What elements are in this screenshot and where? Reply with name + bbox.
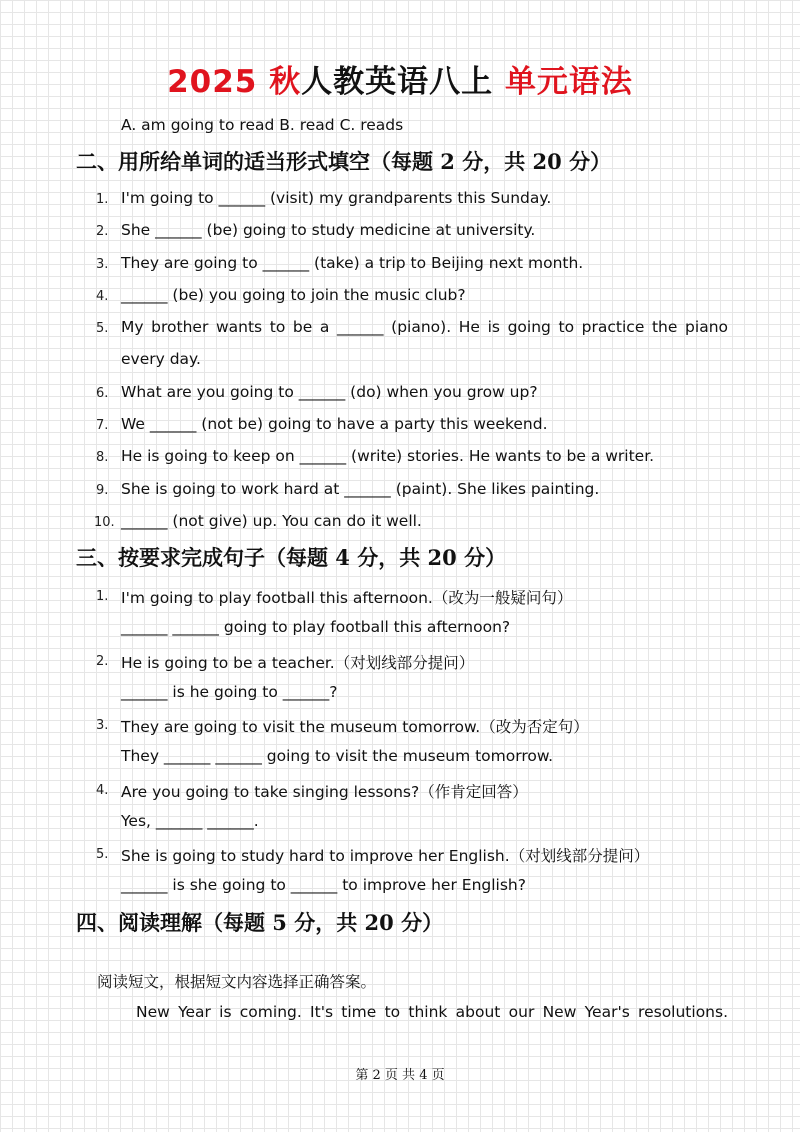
question-number: 5. [96, 321, 109, 336]
question-text: I'm going to ______ (visit) my grandparents this Sunday. [121, 189, 552, 207]
title-year: 2025 秋 [167, 64, 302, 100]
answer-line: They ______ ______ going to visit the museum tomorrow. [121, 747, 554, 765]
question-text [121, 780, 528, 802]
question-number: 5. [96, 847, 109, 862]
answer-line: Yes, ______ ______. [121, 812, 259, 830]
question-number: 1. [96, 192, 109, 207]
question-text-continued: every day. [121, 350, 201, 368]
title-topic: 单元语法 [504, 64, 633, 100]
question-text: She ______ (be) going to study medicine at university. [121, 221, 536, 239]
question-text: We ______ (not be) going to have a party this weekend. [121, 415, 548, 433]
question-text: ______ (not give) up. You can do it well. [121, 512, 422, 530]
question-sentence: Are you going to take singing lessons? [121, 783, 420, 801]
answer-line: ______ ______ going to play football this afternoon? [121, 618, 511, 636]
question-instruction: （对划线部分提问） [509, 847, 650, 865]
reading-instruction: 阅读短文，根据短文内容选择正确答案。 [97, 973, 377, 991]
question-sentence: He is going to be a teacher. [121, 654, 335, 672]
question-number: 8. [96, 450, 109, 465]
page-title [0, 56, 800, 101]
question-sentence: She is going to study hard to improve her English. [121, 847, 510, 865]
section-3-heading: 三、按要求完成句子（每题 4 分，共 20 分） [76, 545, 507, 570]
question-number: 7. [96, 418, 109, 433]
question-text [121, 715, 589, 737]
question-instruction: （改为否定句） [480, 718, 589, 736]
question-text: She is going to work hard at ______ (paint). She likes painting. [121, 480, 600, 498]
question-text: What are you going to ______ (do) when you grow up? [121, 383, 538, 401]
question-text [121, 651, 474, 673]
question-number: 1. [96, 589, 109, 604]
question-instruction: （对划线部分提问） [334, 654, 475, 672]
question-instruction: （改为一般疑问句） [432, 589, 573, 607]
answer-line: ______ is she going to ______ to improve her English? [121, 876, 526, 894]
question-number: 3. [96, 718, 109, 733]
question-number: 10. [94, 515, 115, 530]
question-text [121, 844, 649, 866]
reading-passage: New Year is coming. It's time to think about our New Year's resolutions. [136, 1003, 728, 1021]
question-text: They are going to ______ (take) a trip to Beijing next month. [121, 254, 584, 272]
question-text: ______ (be) you going to join the music club? [121, 286, 466, 304]
question-number: 4. [96, 783, 109, 798]
question-sentence: They are going to visit the museum tomorrow. [121, 718, 481, 736]
title-course: 人教英语八上 [301, 64, 505, 100]
question-text: He is going to keep on ______ (write) stories. He wants to be a writer. [121, 447, 655, 465]
section-4-heading: 四、阅读理解（每题 5 分，共 20 分） [76, 910, 444, 935]
page-footer: 第 2 页 共 4 页 [355, 1068, 445, 1083]
question-number: 2. [96, 224, 109, 239]
question-text [121, 586, 572, 608]
question-instruction: （作肯定回答） [419, 783, 528, 801]
question-sentence: I'm going to play football this afternoon. [121, 589, 433, 607]
question-number: 3. [96, 257, 109, 272]
question-number: 2. [96, 654, 109, 669]
previous-question-options: A. am going to read B. read C. reads [121, 116, 404, 134]
section-2-heading: 二、用所给单词的适当形式填空（每题 2 分，共 20 分） [76, 149, 612, 174]
answer-line: ______ is he going to ______? [121, 683, 338, 701]
question-number: 9. [96, 483, 109, 498]
question-number: 6. [96, 386, 109, 401]
question-text: My brother wants to be a ______ (piano). He is going to practice the piano [121, 318, 728, 336]
question-number: 4. [96, 289, 109, 304]
